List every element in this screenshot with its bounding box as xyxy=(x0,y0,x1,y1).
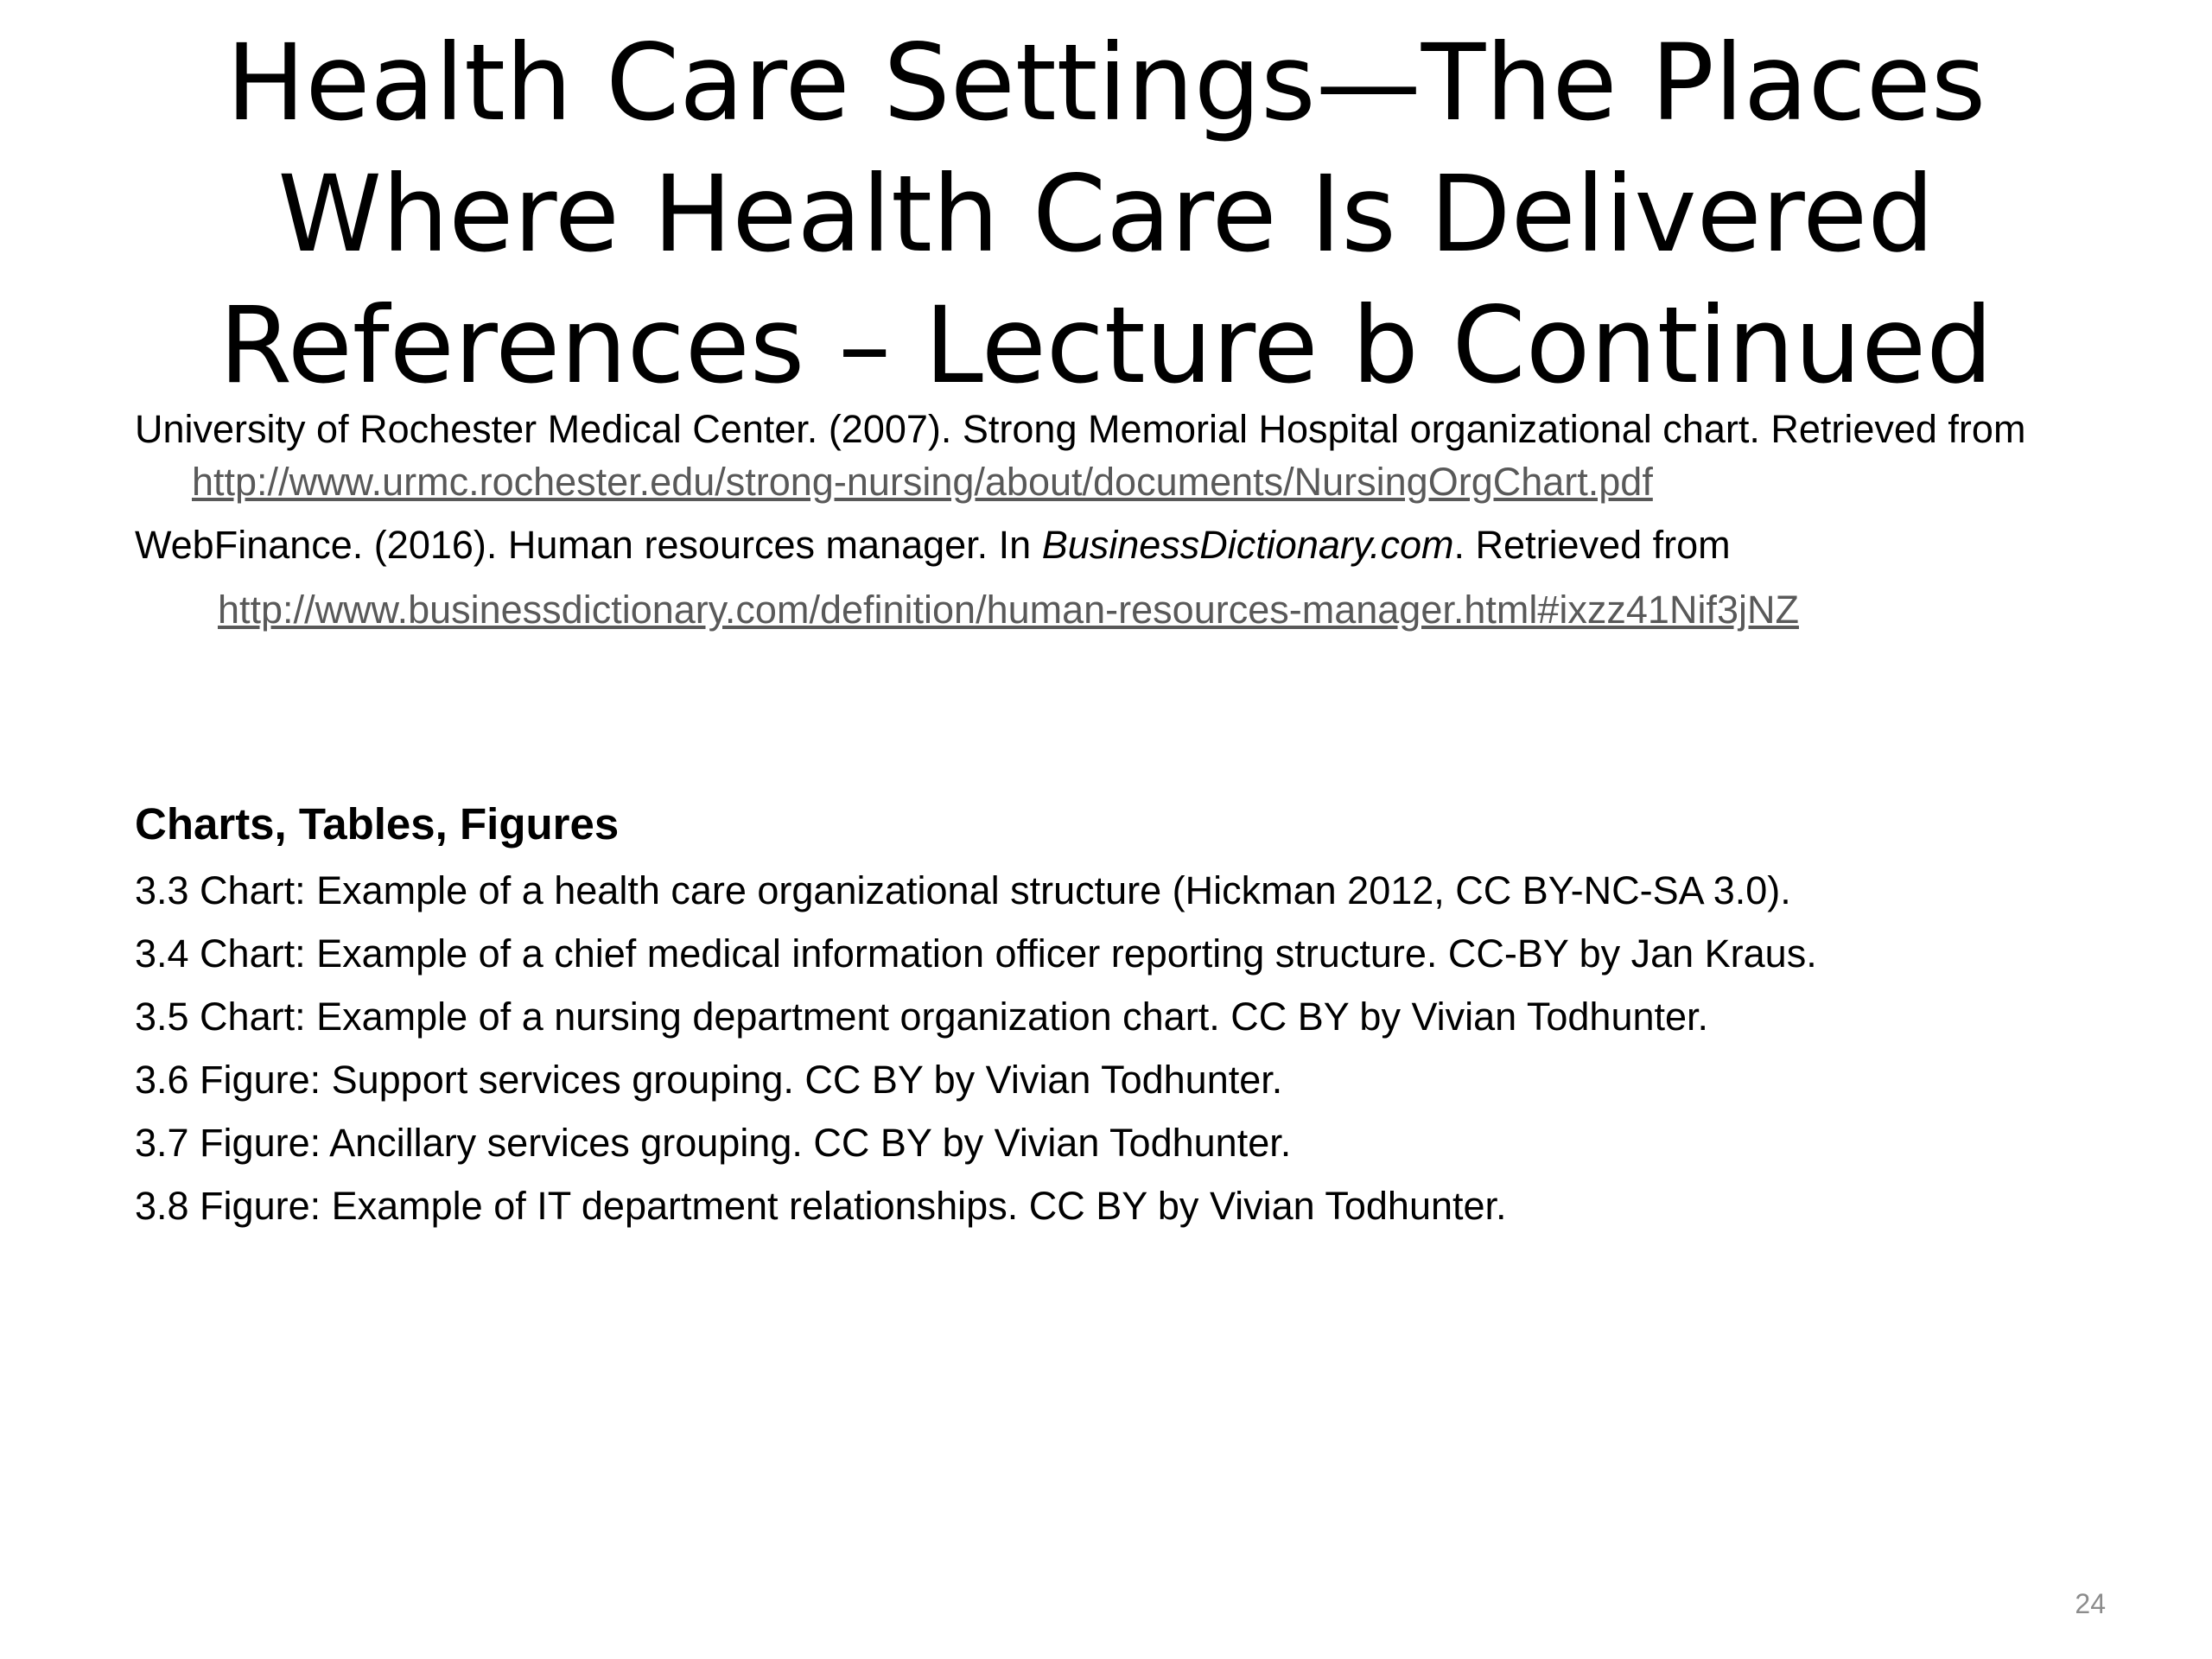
title-line: Where Health Care Is Delivered xyxy=(277,153,1935,276)
reference-text: WebFinance. (2016). Human resources manager. In xyxy=(135,523,1042,567)
reference-text: . Retrieved from xyxy=(1453,523,1731,567)
section-heading: Charts, Tables, Figures xyxy=(135,799,620,849)
slide-title xyxy=(104,17,2108,411)
figures-list xyxy=(135,859,2122,1237)
reference-text: University of Rochester Medical Center. (2007). Strong Memorial Hospital organizational chart. Retrieved from xyxy=(135,407,2026,451)
reference-urmc xyxy=(135,403,2122,508)
references-list xyxy=(135,403,2122,636)
list-item: 3.3 Chart: Example of a health care organizational structure (Hickman 2012, CC BY-NC-SA 3.0). xyxy=(135,868,1791,912)
title-line: Health Care Settings—The Places xyxy=(226,22,1986,144)
reference-webfinance xyxy=(135,518,2122,636)
charts-tables-figures-section xyxy=(135,793,2122,1237)
list-item: 3.7 Figure: Ancillary services grouping. CC BY by Vivian Todhunter. xyxy=(135,1121,1292,1165)
page-number: 24 xyxy=(2075,1588,2106,1619)
list-item: 3.6 Figure: Support services grouping. CC BY by Vivian Todhunter. xyxy=(135,1058,1283,1102)
list-item: 3.8 Figure: Example of IT department relationships. CC BY by Vivian Todhunter. xyxy=(135,1184,1507,1228)
reference-link-urmc[interactable]: http://www.urmc.rochester.edu/strong-nursing/about/documents/NursingOrgChart.pdf xyxy=(192,460,1653,504)
title-line: References – Lecture b Continued xyxy=(219,284,1993,407)
reference-source-title: BusinessDictionary.com xyxy=(1041,523,1454,567)
list-item: 3.4 Chart: Example of a chief medical information officer reporting structure. CC-BY by Jan Kraus. xyxy=(135,931,1817,976)
reference-link-businessdictionary[interactable]: http://www.businessdictionary.com/definition/human-resources-manager.html#ixzz41Nif3jNZ xyxy=(218,588,1799,632)
list-item: 3.5 Chart: Example of a nursing department organization chart. CC BY by Vivian Todhunter. xyxy=(135,995,1709,1039)
